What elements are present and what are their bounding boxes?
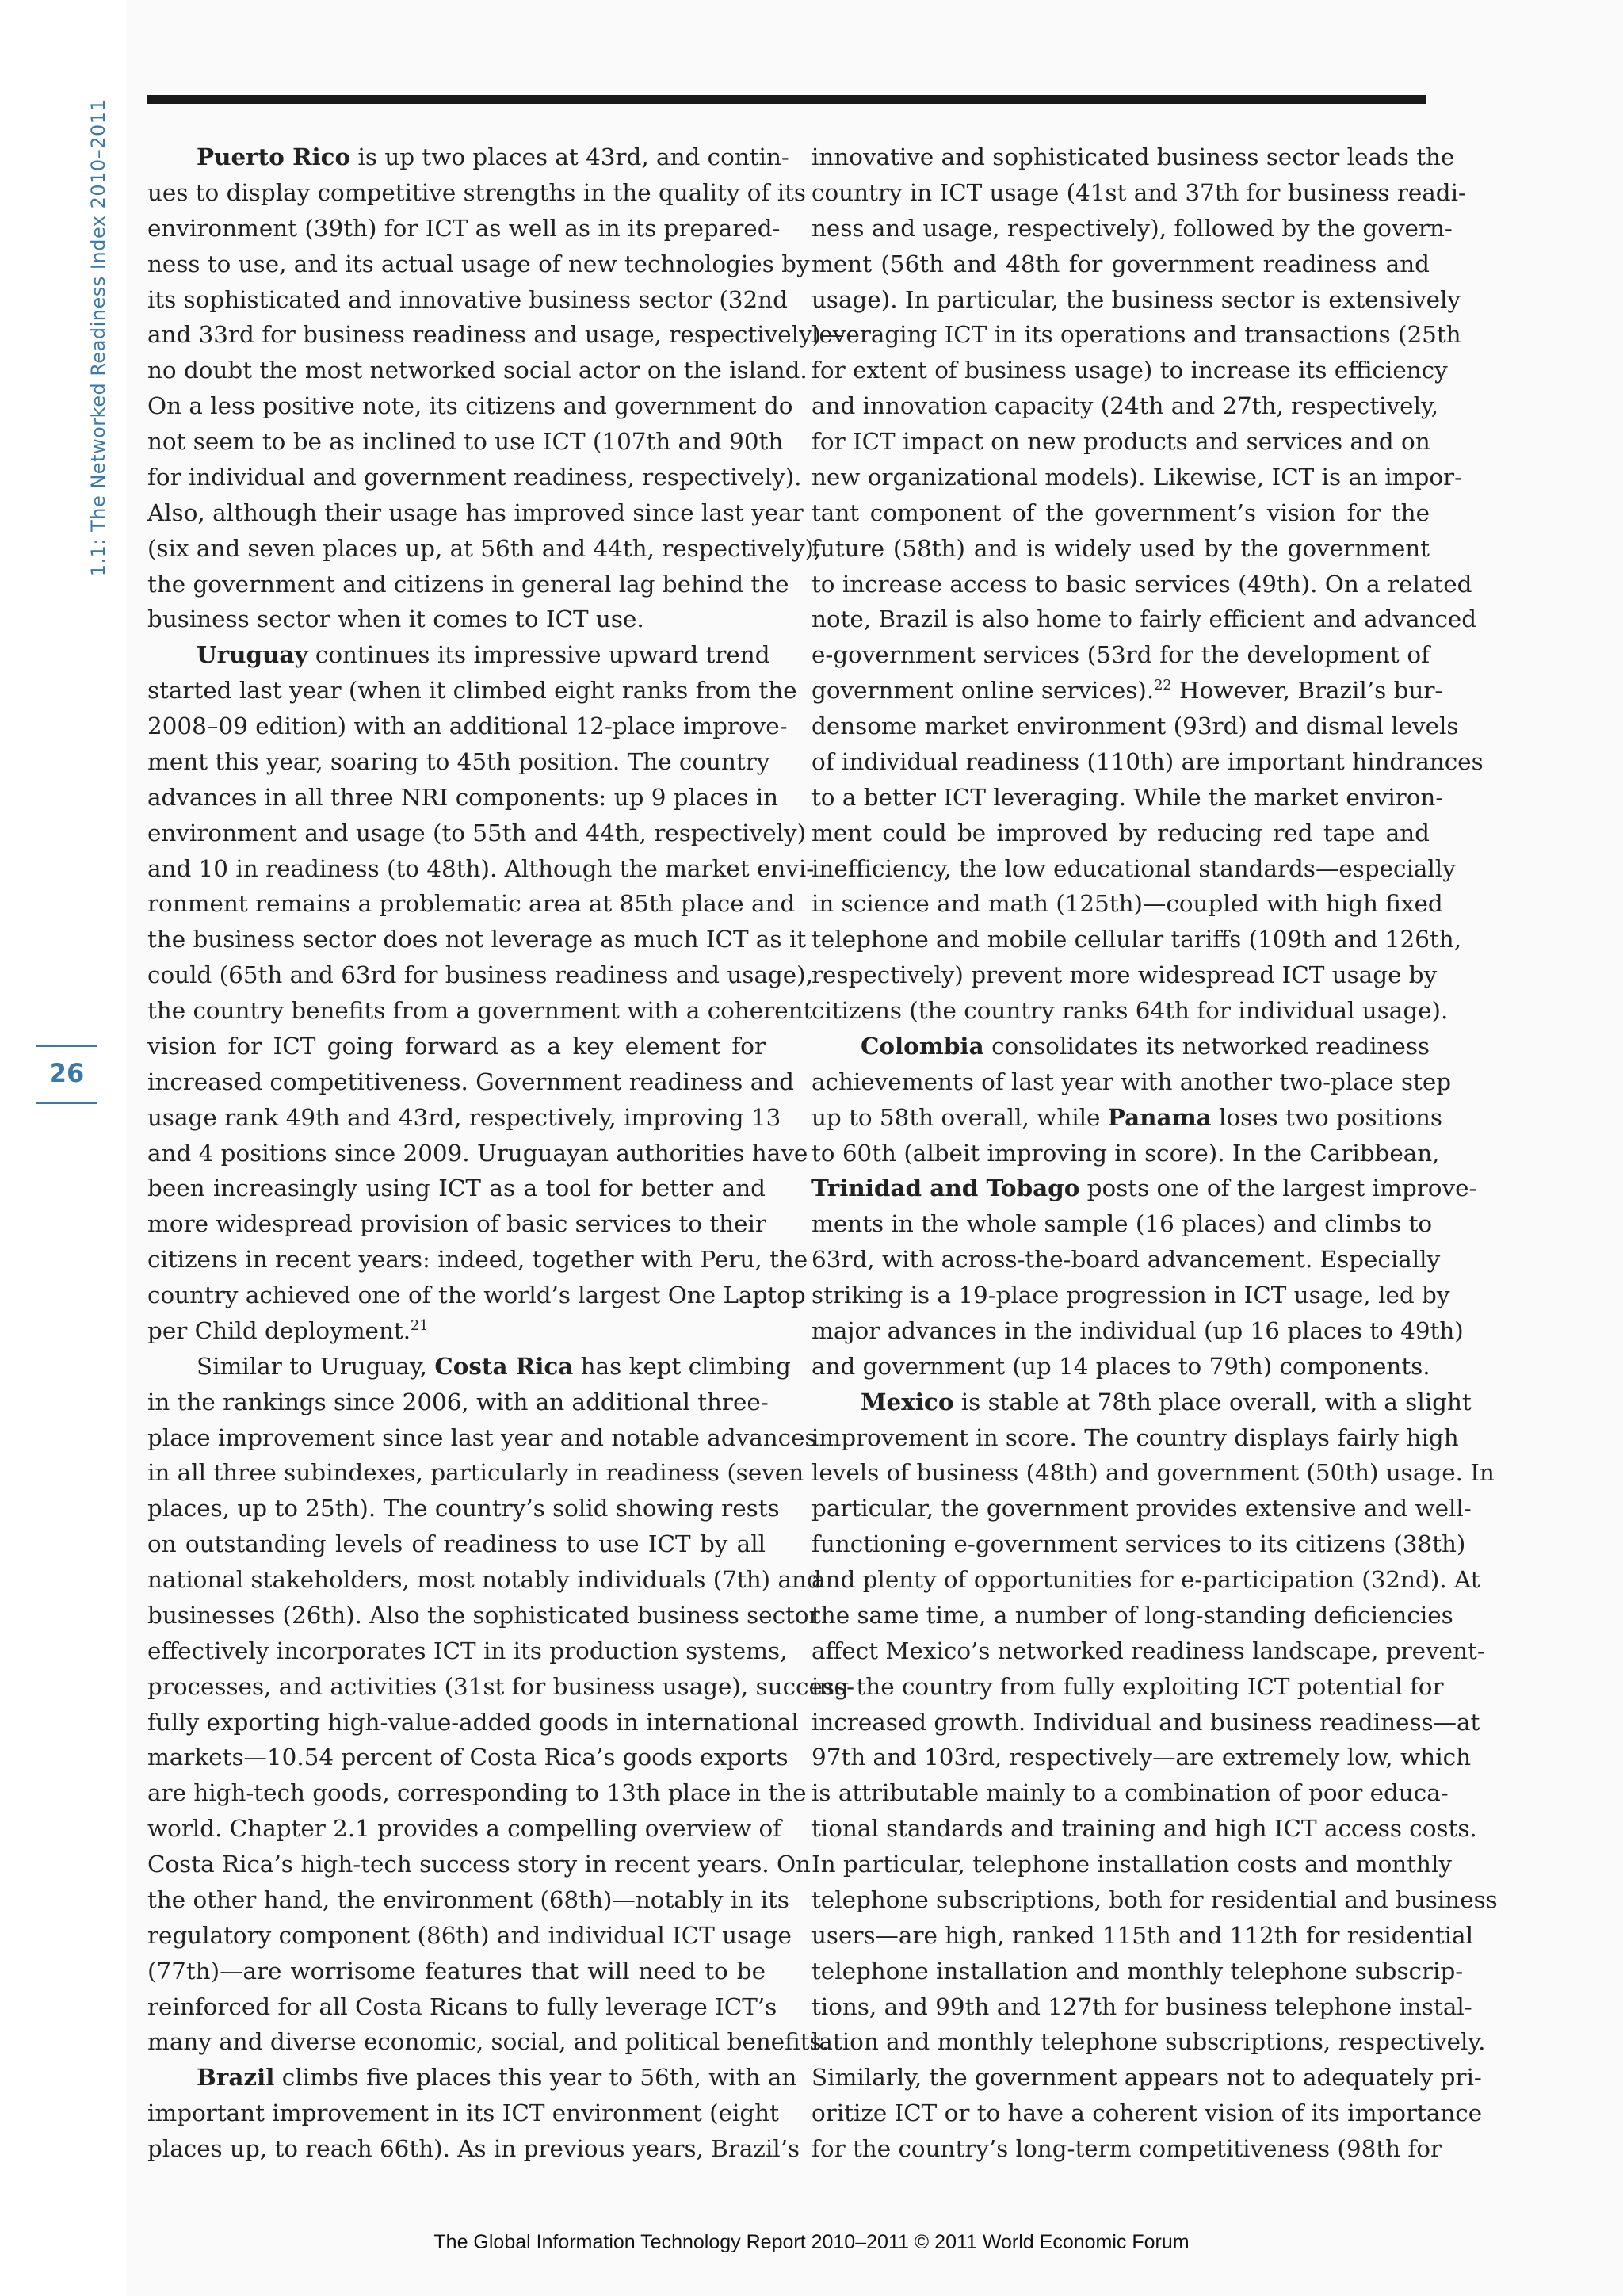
text-line — [812, 460, 1463, 495]
running-head-title: 1.1: The Networked Readiness Index 2010–2011 — [87, 98, 109, 577]
text-line — [147, 1669, 855, 1705]
text-line — [147, 709, 788, 744]
text-line — [147, 1349, 791, 1385]
country-name: Panama — [1107, 1102, 1212, 1131]
text-run: levels of business (48th) and government (50th) usage. In — [812, 1459, 1495, 1487]
text-run: to 60th (albeit improving in score). In the Caribbean, — [812, 1139, 1440, 1167]
top-rule — [147, 95, 1426, 104]
text-run: consolidates its networked readiness — [983, 1032, 1430, 1060]
text-line — [147, 957, 813, 993]
text-line — [147, 1491, 780, 1526]
text-run: lation and monthly telephone subscriptions, respectively. — [812, 2028, 1486, 2056]
text-line — [147, 1989, 777, 2025]
text-line — [147, 1882, 789, 1918]
text-run: (77th)—are worrisome features that will need to be — [147, 1957, 766, 1985]
text-run: users—are high, ranked 115th and 112th for residential — [812, 1921, 1473, 1949]
text-run: ing the country from fully exploiting ICT potential for — [812, 1672, 1444, 1700]
text-run: (six and seven places up, at 56th and 44th, respectively), — [147, 534, 822, 562]
text-run: However, Brazil’s bur- — [1171, 677, 1443, 705]
text-run: telephone installation and monthly telephone subscrip- — [812, 1957, 1464, 1985]
text-line — [147, 2024, 830, 2060]
text-line — [147, 1313, 766, 1349]
text-run: could (65th and 63rd for business readiness and usage), — [147, 961, 813, 989]
text-run: 97th and 103rd, respectively—are extremely low, which — [812, 1744, 1471, 1771]
text-line — [812, 1989, 1472, 2025]
text-run: new organizational models). Likewise, ICT is an impor- — [812, 463, 1463, 491]
text-run: loses two positions — [1211, 1103, 1442, 1131]
text-run: on outstanding levels of readiness to use ICT by all — [147, 1530, 766, 1558]
text-line — [812, 1562, 1480, 1598]
text-line — [147, 637, 770, 673]
text-line — [812, 1206, 1433, 1242]
text-line — [147, 851, 815, 887]
text-line — [812, 1171, 1477, 1206]
text-line — [147, 744, 770, 780]
text-run: the country benefits from a government with a coherent — [147, 997, 813, 1024]
text-line — [147, 246, 810, 282]
text-line — [147, 1171, 766, 1206]
text-line — [147, 1206, 766, 1242]
text-line — [812, 531, 1430, 567]
text-run: increased competitiveness. Government readiness and — [147, 1068, 794, 1095]
text-line — [812, 816, 1430, 851]
text-run: is stable at 78th place overall, with a slight — [953, 1388, 1472, 1415]
text-run: respectively) prevent more widespread ICT usage by — [812, 961, 1438, 989]
text-run: usage). In particular, the business sector is extensively — [812, 285, 1461, 313]
text-run: and plenty of opportunities for e-participation (32nd). At — [812, 1566, 1480, 1593]
text-run: telephone and mobile cellular tariffs (109th and 126th, — [812, 926, 1462, 953]
text-line — [147, 673, 797, 709]
text-line — [147, 175, 806, 211]
text-line — [812, 1669, 1444, 1705]
text-run: ment could be improved by reducing red tape and — [812, 819, 1430, 846]
text-line — [812, 637, 1430, 673]
text-run: 63rd, with across-the-board advancement. Especially — [812, 1246, 1441, 1274]
text-run: has kept climbing — [573, 1352, 791, 1380]
text-line — [147, 2131, 800, 2167]
text-line — [812, 1598, 1453, 1633]
text-line — [812, 1705, 1480, 1740]
text-run: tional standards and training and high ICT access costs. — [812, 1815, 1477, 1843]
text-line — [147, 1954, 766, 1989]
page-footer: The Global Information Technology Report 2010–2011 © 2011 World Economic Forum — [433, 2231, 1190, 2253]
text-line — [812, 1385, 1472, 1420]
text-line — [147, 211, 781, 246]
text-line — [812, 1278, 1450, 1313]
text-line — [812, 851, 1456, 887]
country-name: Puerto Rico — [197, 143, 351, 170]
text-run: world. Chapter 2.1 provides a compelling overview of — [147, 1815, 782, 1843]
text-run: posts one of the largest improve- — [1079, 1175, 1477, 1202]
text-run: the other hand, the environment (68th)—notably in its — [147, 1885, 789, 1913]
text-run: government online services). — [812, 677, 1155, 705]
text-run: no doubt the most networked social actor on the island. — [147, 357, 808, 384]
text-run: is attributable mainly to a combination of poor educa- — [812, 1779, 1449, 1807]
text-line — [812, 2024, 1486, 2060]
text-run: e-government services (53rd for the development of — [812, 641, 1430, 669]
text-line — [812, 1954, 1464, 1989]
text-run: tant component of the government’s vision for the — [812, 499, 1430, 526]
text-line — [147, 1562, 822, 1598]
text-run: and 10 in readiness (to 48th). Although the market envi- — [147, 854, 815, 882]
text-run: to increase access to basic services (49th). On a related — [812, 570, 1472, 598]
text-line — [812, 1491, 1472, 1526]
text-run: note, Brazil is also home to fairly efficient and advanced — [812, 606, 1477, 633]
text-run: country achieved one of the world’s largest One Laptop — [147, 1282, 806, 1308]
text-run: important improvement in its ICT environment (eight — [147, 2099, 779, 2127]
text-line — [147, 1775, 807, 1811]
text-line — [147, 1100, 781, 1136]
page-number: 26 — [48, 1058, 85, 1088]
text-run: Also, although their usage has improved since last year — [147, 499, 804, 526]
text-line — [812, 602, 1477, 637]
text-line — [812, 957, 1438, 993]
text-line — [812, 922, 1462, 957]
text-line — [812, 1029, 1430, 1064]
text-line — [812, 673, 1443, 709]
text-run: for the country’s long-term competitiveness (98th for — [812, 2135, 1442, 2162]
text-line — [147, 1136, 808, 1171]
text-line — [147, 1598, 820, 1633]
text-run: started last year (when it climbed eight ranks from the — [147, 677, 797, 705]
text-run: tions, and 99th and 127th for business telephone instal- — [812, 1992, 1472, 2020]
text-line — [812, 1847, 1452, 1882]
text-run: regulatory component (86th) and individual ICT usage — [147, 1921, 792, 1949]
text-line — [812, 567, 1472, 602]
page-number-rule-top — [36, 1045, 97, 1047]
text-run: major advances in the individual (up 16 places to 49th) — [812, 1316, 1464, 1344]
footnote-ref: 21 — [411, 1318, 429, 1335]
text-run: fully exporting high-value-added goods in international — [147, 1708, 799, 1736]
text-line — [812, 353, 1448, 388]
text-run: the business sector does not leverage as much ICT as it — [147, 926, 807, 953]
text-line — [812, 886, 1443, 922]
text-line — [812, 780, 1444, 816]
text-run: vision for ICT going forward as a key element for — [147, 1032, 766, 1060]
country-name: Colombia — [861, 1031, 984, 1060]
text-run: particular, the government provides extensive and well- — [812, 1495, 1472, 1522]
text-run: in the rankings since 2006, with an additional three- — [147, 1388, 769, 1415]
text-line — [147, 567, 789, 602]
text-line — [147, 1811, 782, 1847]
text-run: achievements of last year with another two-place step — [812, 1068, 1452, 1095]
text-line — [812, 1455, 1495, 1491]
text-run: processes, and activities (31st for business usage), success- — [147, 1672, 855, 1700]
text-run: business sector when it comes to ICT use. — [147, 606, 644, 633]
text-line — [147, 816, 807, 851]
text-run: environment (39th) for ICT as well as in its prepared- — [147, 214, 781, 242]
text-run: 2008–09 edition) with an additional 12-place improve- — [147, 712, 788, 739]
text-line — [147, 1847, 811, 1882]
text-run: oritize ICT or to have a coherent vision of its importance — [812, 2099, 1483, 2127]
country-name: Brazil — [197, 2063, 275, 2092]
text-line — [147, 886, 796, 922]
text-run: and innovation capacity (24th and 27th, respectively, — [812, 392, 1439, 420]
text-run: up to 58th overall, while — [812, 1103, 1108, 1131]
text-run: Costa Rica’s high-tech success story in recent years. On — [147, 1851, 811, 1878]
text-line — [812, 424, 1430, 460]
text-run: for extent of business usage) to increase its efficiency — [812, 357, 1448, 384]
text-line — [812, 1313, 1464, 1349]
text-line — [812, 1100, 1442, 1136]
text-line — [147, 1278, 806, 1313]
text-run: Similar to Uruguay, — [197, 1352, 435, 1380]
text-run: country in ICT usage (41st and 37th for business readi- — [812, 178, 1466, 206]
text-line — [812, 1064, 1452, 1100]
text-line — [147, 139, 789, 175]
body-column-left — [147, 139, 855, 2167]
text-run: usage rank 49th and 43rd, respectively, improving 13 — [147, 1103, 781, 1131]
text-run: On a less positive note, its citizens and government do — [147, 392, 793, 420]
text-run: of individual readiness (110th) are important hindrances — [812, 747, 1484, 775]
text-run: and 4 positions since 2009. Uruguayan authorities have — [147, 1139, 808, 1167]
country-name: Mexico — [861, 1387, 954, 1415]
text-line — [812, 709, 1459, 744]
country-name: Uruguay — [197, 640, 308, 669]
text-run: places, up to 25th). The country’s solid showing rests — [147, 1495, 780, 1522]
text-line — [147, 317, 845, 353]
text-run: ments in the whole sample (16 places) and climbs to — [812, 1210, 1433, 1238]
text-run: effectively incorporates ICT in its production systems, — [147, 1637, 788, 1664]
text-line — [812, 1918, 1473, 1954]
text-line — [147, 1526, 766, 1562]
text-run: are high-tech goods, corresponding to 13th place in the — [147, 1779, 807, 1807]
text-line — [812, 744, 1484, 780]
text-run: ness and usage, respectively), followed by the govern- — [812, 214, 1453, 242]
text-run: citizens in recent years: indeed, together with Peru, the — [147, 1246, 808, 1274]
text-run: striking is a 19-place progression in ICT usage, led by — [812, 1282, 1450, 1308]
text-run: innovative and sophisticated business sector leads the — [812, 143, 1455, 170]
text-line — [147, 602, 766, 637]
text-run: ues to display competitive strengths in the quality of its — [147, 178, 806, 206]
text-run: national stakeholders, most notably individuals (7th) and — [147, 1566, 822, 1593]
page-number-rule-bottom — [36, 1102, 97, 1104]
text-run: affect Mexico’s networked readiness landscape, prevent- — [812, 1637, 1485, 1664]
text-run: per Child deployment. — [147, 1316, 411, 1344]
text-line — [147, 282, 788, 318]
text-line — [812, 317, 1461, 353]
text-line — [147, 1242, 808, 1278]
text-line — [147, 2095, 779, 2131]
text-line — [147, 388, 793, 424]
text-run: more widespread provision of basic services to their — [147, 1210, 766, 1238]
text-run: advances in all three NRI components: up 9 places in — [147, 783, 779, 811]
text-run: ment this year, soaring to 45th position. The country — [147, 747, 770, 775]
text-run: future (58th) and is widely used by the government — [812, 534, 1430, 562]
text-line — [147, 1064, 794, 1100]
text-run: many and diverse economic, social, and political benefits. — [147, 2028, 830, 2056]
text-run: In particular, telephone installation costs and monthly — [812, 1851, 1452, 1878]
text-run: telephone subscriptions, both for residential and business — [812, 1885, 1498, 1913]
text-line — [812, 1526, 1466, 1562]
country-name: Trinidad and Tobago — [812, 1174, 1080, 1202]
text-line — [147, 1705, 799, 1740]
text-line — [812, 1740, 1471, 1775]
text-line — [147, 922, 807, 957]
text-run: ness to use, and its actual usage of new technologies by — [147, 250, 810, 277]
text-run: increased growth. Individual and business readiness—at — [812, 1708, 1480, 1736]
text-run: ronment remains a problematic area at 85th place and — [147, 890, 796, 918]
text-line — [812, 1136, 1440, 1171]
text-line — [812, 282, 1461, 318]
text-line — [812, 993, 1449, 1029]
text-line — [812, 1811, 1477, 1847]
text-line — [147, 1455, 804, 1491]
text-run: businesses (26th). Also the sophisticated business sector — [147, 1601, 820, 1629]
text-run: for ICT impact on new products and services and on — [812, 428, 1430, 455]
text-line — [812, 2095, 1483, 2131]
text-line — [147, 495, 804, 531]
text-line — [812, 1420, 1459, 1456]
footnote-ref: 22 — [1154, 678, 1172, 694]
text-run: ment (56th and 48th for government readiness and — [812, 250, 1430, 277]
text-line — [147, 353, 808, 388]
text-run: improvement in score. The country displays fairly high — [812, 1423, 1459, 1451]
text-run: climbs five places this year to 56th, with an — [274, 2064, 797, 2092]
text-line — [147, 1918, 792, 1954]
text-run: for individual and government readiness, respectively). — [147, 463, 802, 491]
text-run: not seem to be as inclined to use ICT (107th and 90th — [147, 428, 784, 455]
text-run: Similarly, the government appears not to adequately pri- — [812, 2064, 1482, 2092]
body-column-right — [812, 139, 1498, 2167]
text-line — [812, 1775, 1449, 1811]
text-run: functioning e-government services to its citizens (38th) — [812, 1530, 1466, 1558]
text-line — [147, 1633, 788, 1669]
text-line — [147, 780, 779, 816]
text-line — [147, 424, 784, 460]
text-run: leveraging ICT in its operations and transactions (25th — [812, 321, 1461, 349]
text-run: in all three subindexes, particularly in readiness (seven — [147, 1459, 804, 1487]
text-line — [812, 2060, 1482, 2095]
text-run: the government and citizens in general lag behind the — [147, 570, 789, 598]
text-run: is up two places at 43rd, and contin- — [350, 143, 789, 170]
text-run: continues its impressive upward trend — [307, 641, 770, 669]
text-line — [147, 460, 802, 495]
text-run: and 33rd for business readiness and usage, respectively)— — [147, 321, 845, 349]
text-line — [812, 1633, 1485, 1669]
text-run: citizens (the country ranks 64th for individual usage). — [812, 997, 1449, 1024]
text-run: its sophisticated and innovative business sector (32nd — [147, 285, 788, 313]
text-line — [812, 2131, 1442, 2167]
text-line — [812, 495, 1430, 531]
text-run: inefficiency, the low educational standards—especially — [812, 854, 1456, 882]
text-run: environment and usage (to 55th and 44th, respectively) — [147, 819, 807, 846]
text-run: place improvement since last year and notable advances — [147, 1423, 817, 1451]
text-line — [147, 531, 822, 567]
text-line — [812, 246, 1430, 282]
text-line — [812, 211, 1453, 246]
text-line — [147, 1420, 817, 1456]
text-line — [147, 2060, 797, 2095]
text-run: to a better ICT leveraging. While the market environ- — [812, 783, 1444, 811]
text-line — [812, 1242, 1441, 1278]
text-run: the same time, a number of long-standing deficiencies — [812, 1601, 1453, 1629]
text-run: and government (up 14 places to 79th) components. — [812, 1352, 1430, 1380]
text-line — [812, 1349, 1430, 1385]
text-run: in science and math (125th)—coupled with high fixed — [812, 890, 1443, 918]
text-line — [147, 1029, 766, 1064]
text-run: places up, to reach 66th). As in previous years, Brazil’s — [147, 2135, 800, 2162]
text-run: markets—10.54 percent of Costa Rica’s goods exports — [147, 1744, 789, 1771]
text-line — [147, 993, 813, 1029]
text-line — [147, 1740, 789, 1775]
text-run: densome market environment (93rd) and dismal levels — [812, 712, 1459, 739]
text-line — [812, 175, 1466, 211]
text-run: been increasingly using ICT as a tool for better and — [147, 1175, 766, 1202]
text-line — [147, 1385, 769, 1420]
text-run: reinforced for all Costa Ricans to fully leverage ICT’s — [147, 1992, 777, 2020]
country-name: Costa Rica — [434, 1351, 574, 1380]
text-line — [812, 388, 1439, 424]
text-line — [812, 1882, 1498, 1918]
text-line — [812, 139, 1455, 175]
